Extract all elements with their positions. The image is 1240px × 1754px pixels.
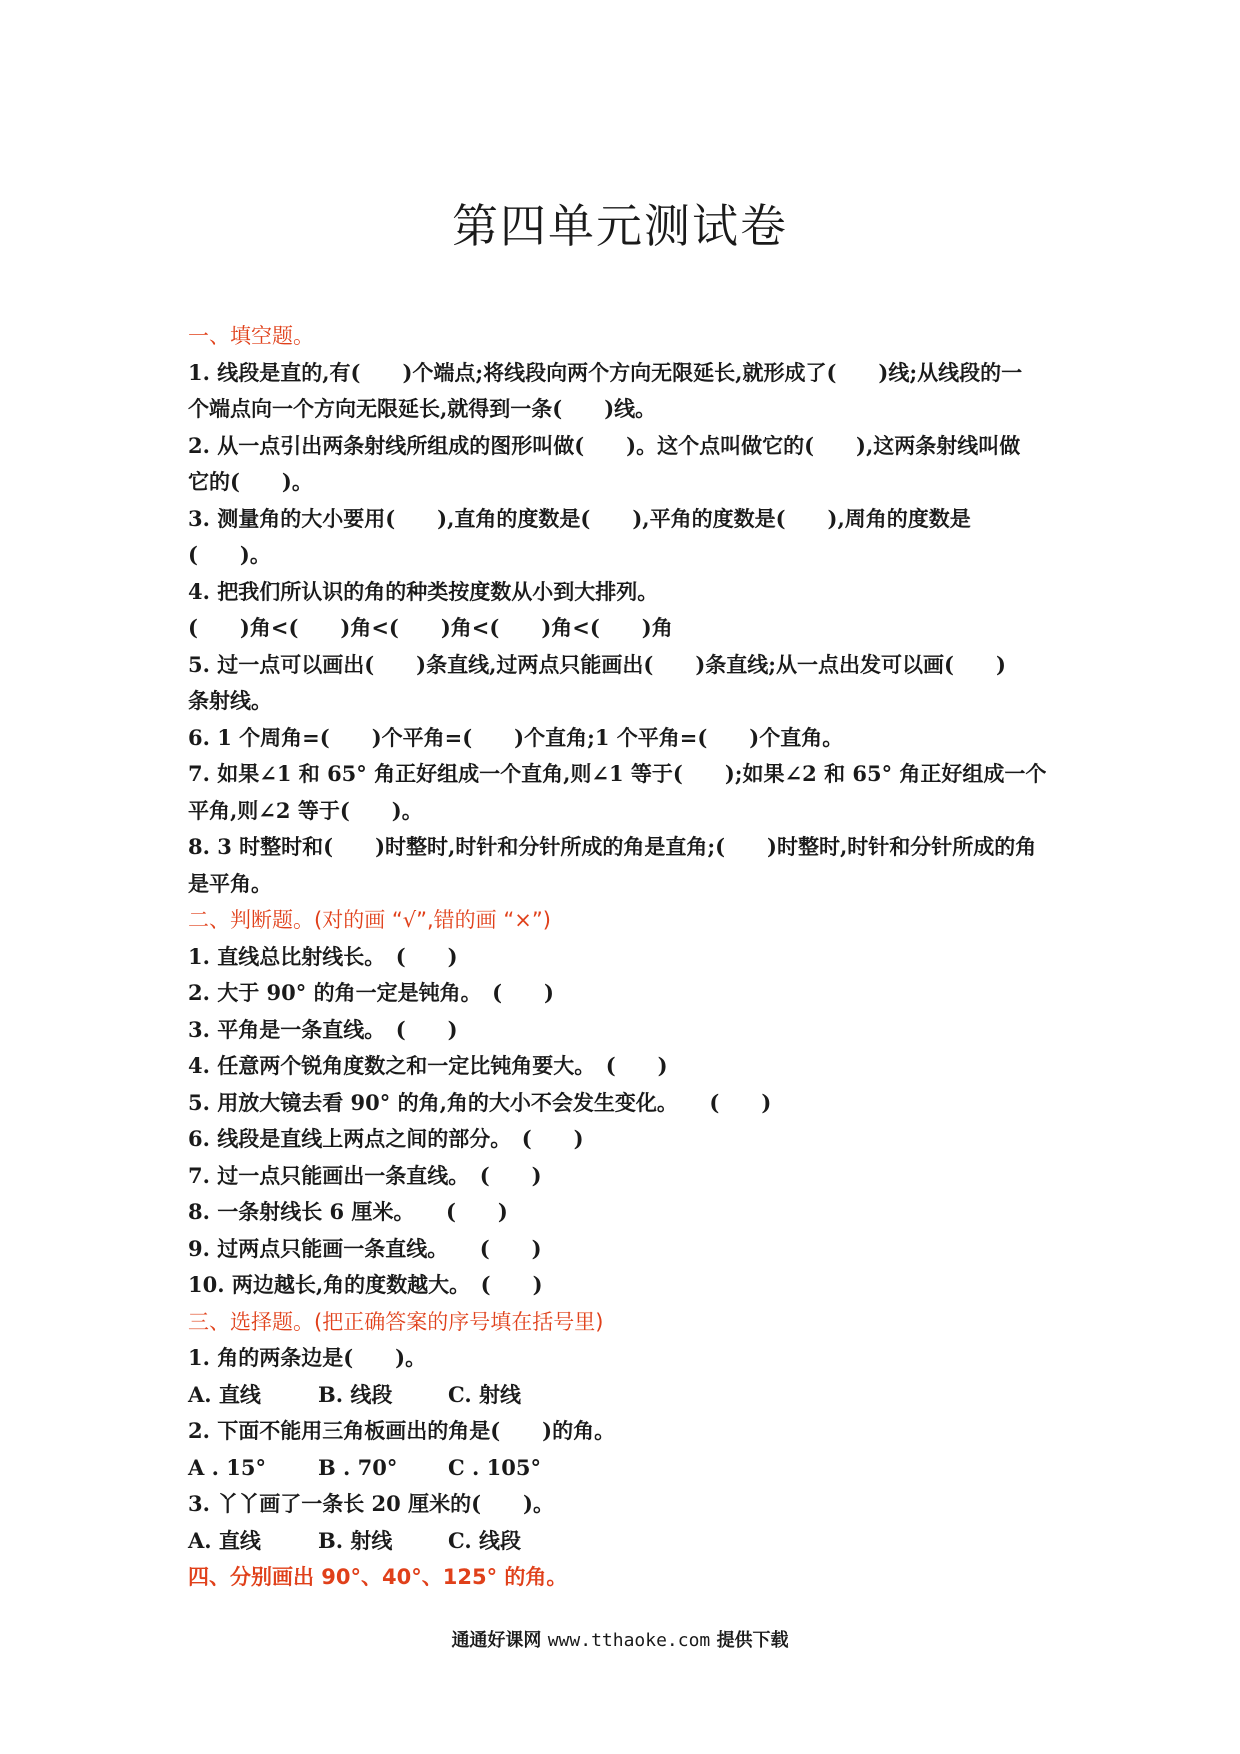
fill-blank-line: 8. 3 时整时和( )时整时,时针和分针所成的角是直角;( )时整时,时针和分针所成的角: [188, 834, 1037, 859]
choice-option: B. 射线: [318, 1527, 393, 1553]
true-false-item: 10. 两边越长,角的度数越大。 ( ): [188, 1272, 543, 1297]
fill-blank-line: 4. 把我们所认识的角的种类按度数从小到大排列。: [188, 578, 659, 604]
choice-option: A. 直线: [188, 1381, 261, 1407]
choice-option: B. 线段: [318, 1381, 393, 1407]
choice-question: 2. 下面不能用三角板画出的角是( )的角。: [188, 1418, 616, 1443]
fill-blank-line: 是平角。: [188, 870, 272, 896]
fill-blank-line: 条射线。: [188, 688, 272, 713]
footer-url: www.tthaoke.com: [547, 1630, 711, 1651]
fill-blank-line: 1. 线段是直的,有( )个端点;将线段向两个方向无限延长,就形成了( )线;从线段的一: [188, 359, 1023, 385]
fill-blank-line: 个端点向一个方向无限延长,就得到一条( )线。: [188, 396, 657, 421]
fill-blank-line: 3. 测量角的大小要用( ),直角的度数是( ),平角的度数是( ),周角的度数是: [188, 505, 971, 531]
fill-blank-line: 6. 1 个周角=( )个平角=( )个直角;1 个平角=( )个直角。: [188, 724, 844, 750]
fill-blank-line: ( )角<( )角<( )角<( )角<( )角: [188, 615, 673, 640]
choice-question: 1. 角的两条边是( )。: [188, 1345, 427, 1370]
footer-tail: 提供下载: [716, 1630, 789, 1651]
fill-blank-line: 5. 过一点可以画出( )条直线,过两点只能画出( )条直线;从一点出发可以画( ): [188, 651, 1006, 677]
true-false-item: 7. 过一点只能画出一条直线。 ( ): [188, 1162, 542, 1188]
true-false-item: 2. 大于 90° 的角一定是钝角。 ( ): [188, 980, 554, 1005]
choice-options: [188, 1450, 1068, 1487]
section-heading-multiple-choice: 三、选择题。(把正确答案的序号填在括号里): [188, 1309, 604, 1334]
true-false-item: 9. 过两点只能画一条直线。 ( ): [188, 1235, 542, 1261]
choice-option: C. 射线: [448, 1381, 521, 1407]
footer-site-name: 通通好课网: [451, 1630, 542, 1651]
choice-question: 3. 丫丫画了一条长 20 厘米的( )。: [188, 1491, 554, 1516]
fill-blank-line: 平角,则∠2 等于( )。: [188, 797, 423, 823]
page-footer: [0, 1626, 1240, 1652]
exam-content: [188, 318, 1068, 1596]
true-false-item: 5. 用放大镜去看 90° 的角,角的大小不会发生变化。 ( ): [188, 1089, 772, 1115]
true-false-item: 1. 直线总比射线长。 ( ): [188, 943, 458, 969]
section-heading-draw-angles: 四、分别画出 90°、40°、125° 的角。: [188, 1565, 568, 1589]
fill-blank-line: 2. 从一点引出两条射线所组成的图形叫做( )。这个点叫做它的( ),这两条射线叫做: [188, 432, 1021, 458]
choice-option: C . 105°: [448, 1454, 541, 1480]
section-heading-fill-blank: 一、填空题。: [188, 324, 314, 348]
choice-option: A . 15°: [188, 1454, 266, 1480]
fill-blank-line: 它的( )。: [188, 469, 313, 494]
choice-option: A. 直线: [188, 1527, 261, 1553]
fill-blank-line: ( )。: [188, 542, 271, 567]
section-heading-true-false: 二、判断题。(对的画 “√”,错的画 “×”): [188, 908, 551, 932]
choice-option: B . 70°: [318, 1454, 398, 1480]
page-title: 第四单元测试卷: [452, 199, 788, 253]
choice-options: [188, 1523, 1068, 1560]
true-false-item: 8. 一条射线长 6 厘米。 ( ): [188, 1199, 508, 1224]
true-false-item: 6. 线段是直线上两点之间的部分。 ( ): [188, 1126, 584, 1151]
choice-options: [188, 1377, 1068, 1414]
fill-blank-line: 7. 如果∠1 和 65° 角正好组成一个直角,则∠1 等于( );如果∠2 和 65° 角正好组成一个: [188, 761, 1047, 786]
true-false-item: 3. 平角是一条直线。 ( ): [188, 1016, 458, 1042]
true-false-item: 4. 任意两个锐角度数之和一定比钝角要大。 ( ): [188, 1053, 668, 1078]
choice-option: C. 线段: [448, 1527, 521, 1553]
